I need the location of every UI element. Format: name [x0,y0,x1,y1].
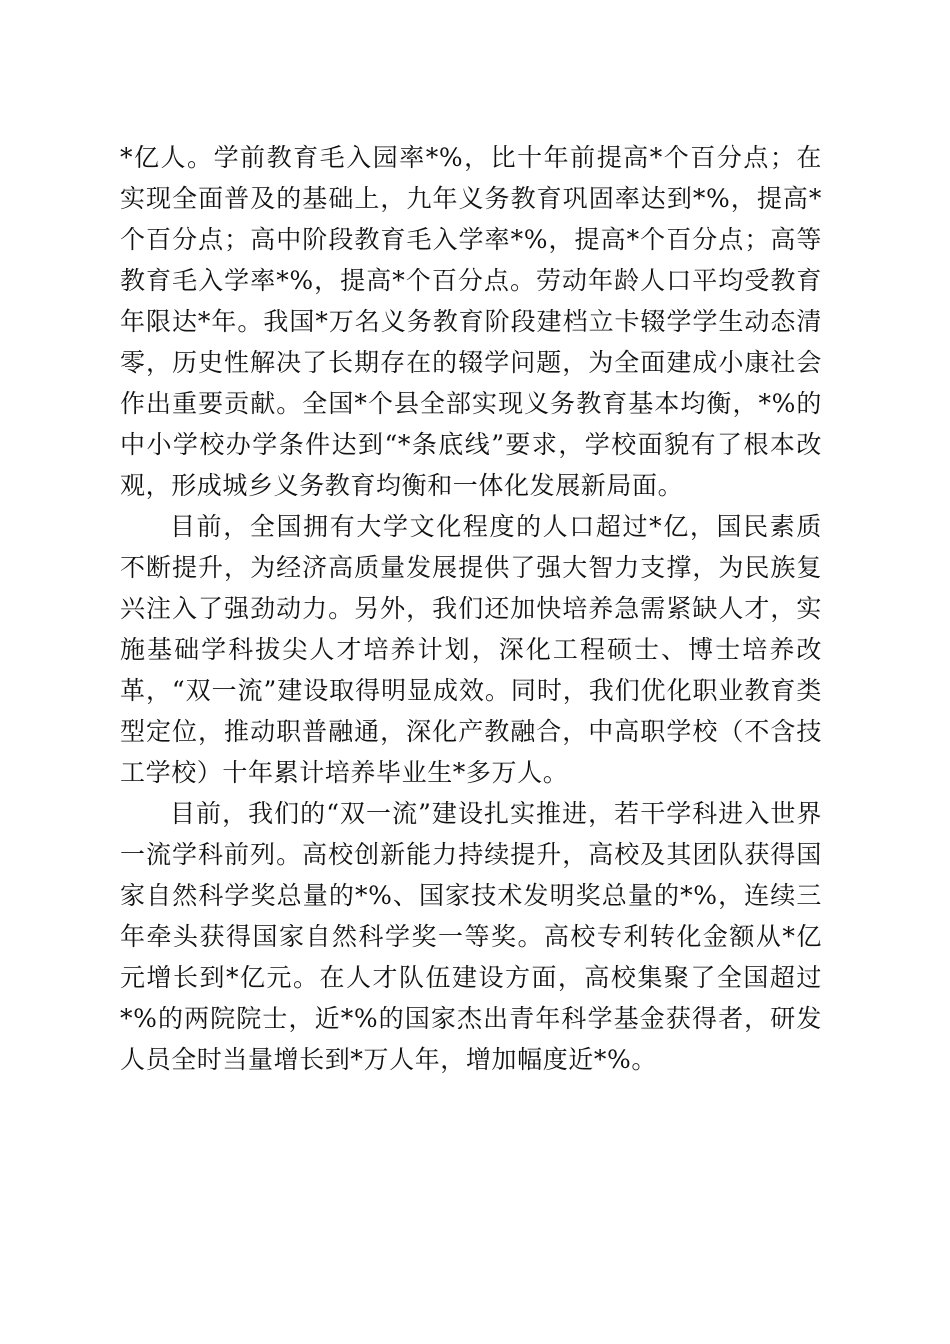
document-page [120,137,822,1080]
paragraph-continuation: *亿人。学前教育毛入园率*%，比十年前提高*个百分点；在实现全面普及的基础上，九年义务教育巩固率达到*%，提高*个百分点；高中阶段教育毛入学率*%，提高*个百分点；高等教育毛入学率*%，提高*个百分点。劳动年龄人口平均受教育年限达*年。我国*万名义务教育阶段建档立卡辍学学生动态清零，历史性解决了长期存在的辍学问题，为全面建成小康社会作出重要贡献。全国*个县全部实现义务教育基本均衡，*%的中小学校办学条件达到“*条底线”要求，学校面貌有了根本改观，形成城乡义务教育均衡和一体化发展新局面。 [120,143,822,500]
paragraph-university-population: 目前，全国拥有大学文化程度的人口超过*亿，国民素质不断提升，为经济高质量发展提供了强大智力支撑，为民族复兴注入了强劲动力。另外，我们还加快培养急需紧缺人才，实施基础学科拔尖人才培养计划，深化工程硕士、博士培养改革，“双一流”建设取得明显成效。同时，我们优化职业教育类型定位，推动职普融通，深化产教融合，中高职学校（不含技工学校）十年累计培养毕业生*多万人。 [120,512,822,787]
paragraph-double-first-class: 目前，我们的“双一流”建设扎实推进，若干学科进入世界一流学科前列。高校创新能力持续提升，高校及其团队获得国家自然科学奖总量的*%、国家技术发明奖总量的*%，连续三年牵头获得国家自然科学奖一等奖。高校专利转化金额从*亿元增长到*亿元。在人才队伍建设方面，高校集聚了全国超过*%的两院院士，近*%的国家杰出青年科学基金获得者，研发人员全时当量增长到*万人年，增加幅度近*%。 [120,799,822,1074]
